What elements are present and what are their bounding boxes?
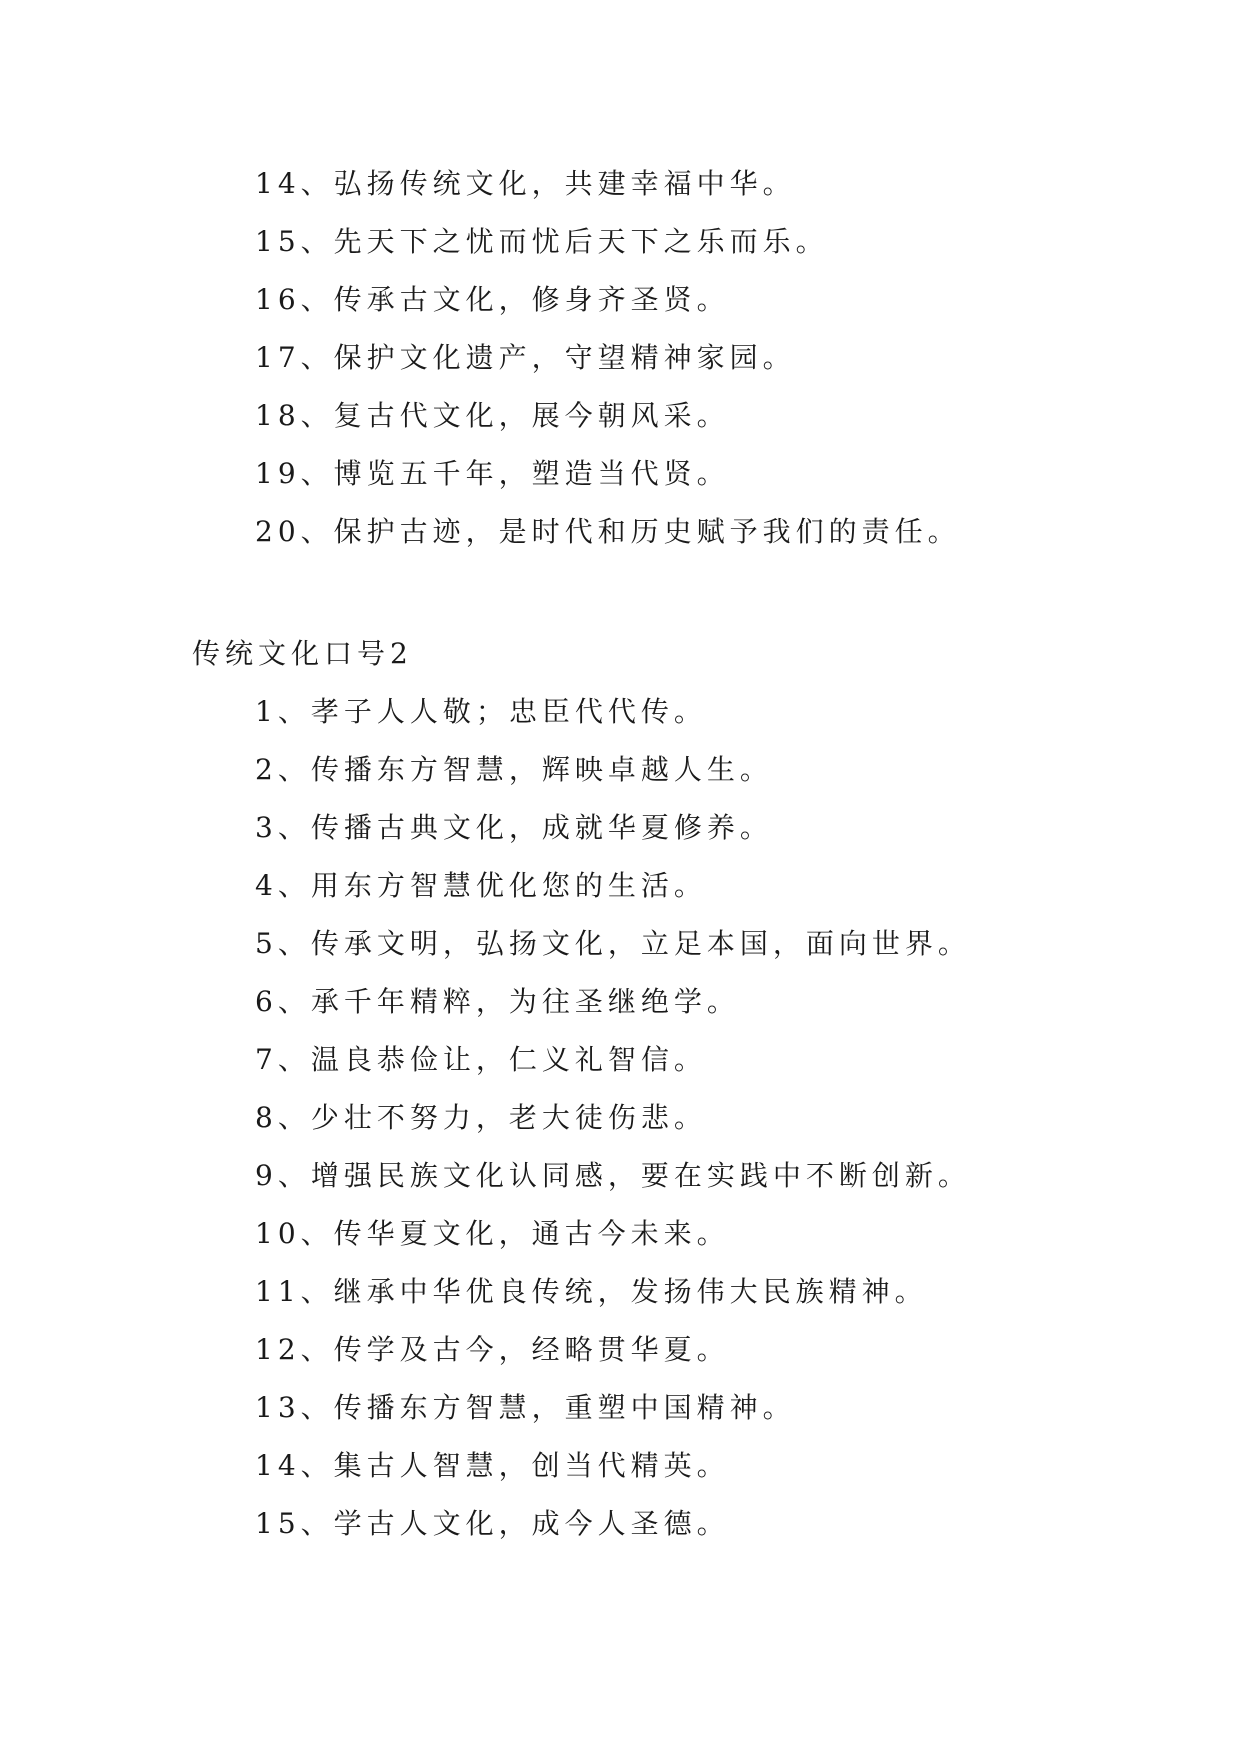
list-item: 14、集古人智慧，创当代精英。 (255, 1449, 730, 1482)
list-item: 11、继承中华优良传统，发扬伟大民族精神。 (255, 1275, 928, 1308)
list-item: 18、复古代文化，展今朝风采。 (255, 399, 730, 432)
list-item: 13、传播东方智慧，重塑中国精神。 (255, 1391, 796, 1424)
list-item: 2、传播东方智慧，辉映卓越人生。 (255, 753, 773, 786)
list-item: 3、传播古典文化，成就华夏修养。 (255, 811, 773, 844)
list-item: 19、博览五千年，塑造当代贤。 (255, 457, 730, 490)
section-heading: 传统文化口号2 (192, 637, 413, 670)
list-item: 17、保护文化遗产，守望精神家园。 (255, 341, 796, 374)
list-item: 15、先天下之忧而忧后天下之乐而乐。 (255, 225, 829, 258)
list-item: 6、承千年精粹，为往圣继绝学。 (255, 985, 740, 1018)
list-item: 7、温良恭俭让，仁义礼智信。 (255, 1043, 707, 1076)
list-item: 9、增强民族文化认同感，要在实践中不断创新。 (255, 1159, 971, 1192)
list-item: 12、传学及古今，经略贯华夏。 (255, 1333, 730, 1366)
list-item: 4、用东方智慧优化您的生活。 (255, 869, 707, 902)
list-item: 1、孝子人人敬；忠臣代代传。 (255, 695, 707, 728)
list-item: 10、传华夏文化，通古今未来。 (255, 1217, 730, 1250)
list-item: 5、传承文明，弘扬文化，立足本国，面向世界。 (255, 927, 971, 960)
list-item: 16、传承古文化，修身齐圣贤。 (255, 283, 730, 316)
list-item: 15、学古人文化，成今人圣德。 (255, 1507, 730, 1540)
slogan-list (0, 683, 1241, 1553)
list-item: 20、保护古迹，是时代和历史赋予我们的责任。 (255, 515, 961, 548)
list-item: 14、弘扬传统文化，共建幸福中华。 (255, 167, 796, 200)
slogan-list-continued (0, 155, 1241, 561)
list-item: 8、少壮不努力，老大徒伤悲。 (255, 1101, 707, 1134)
